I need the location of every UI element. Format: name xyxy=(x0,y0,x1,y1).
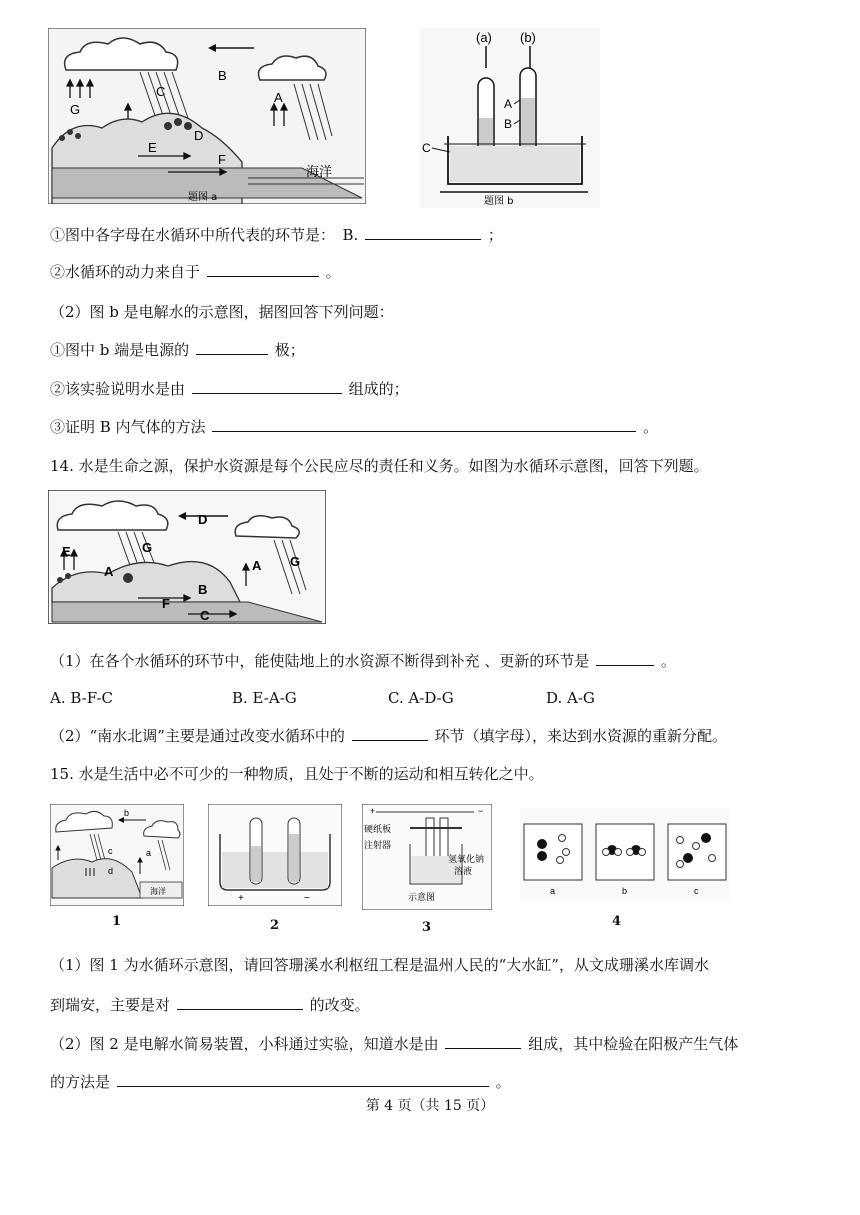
q15-stem-text: 15. 水是生活中必不可少的一种物质，且处于不断的运动和相互转化之中。 xyxy=(50,765,544,783)
q13-line-5 xyxy=(50,416,658,437)
q15-fig1-ocean: 海洋 xyxy=(150,887,166,896)
q15-p1b-end: 的改变。 xyxy=(309,996,370,1014)
q15-fig3-plus: + xyxy=(370,806,376,816)
fig-a-label-g: G xyxy=(70,102,81,117)
q14-fig-label-a-right: A xyxy=(252,558,262,573)
q13-line-4 xyxy=(50,378,409,399)
answer-blank[interactable] xyxy=(596,650,654,666)
q13-l1-text: ①图中各字母在水循环中所代表的环节是： B. xyxy=(50,226,359,244)
figure-q14-water-cycle xyxy=(48,490,326,624)
fig-a-label-c: C xyxy=(156,84,166,99)
answer-blank[interactable] xyxy=(445,1033,521,1049)
q14-option-a[interactable]: A. B-F-C xyxy=(50,689,114,707)
q15-fig-number-2: 2 xyxy=(270,918,280,933)
figure-b-electrolysis xyxy=(420,28,600,208)
q15-fig3-solution: 溶液 xyxy=(454,867,473,877)
q14-fig-label-g-right: G xyxy=(290,554,301,569)
q15-fig3-cardboard: 硬纸板 xyxy=(364,825,392,835)
fig-b-label-b-paren: (b) xyxy=(520,30,536,45)
q15-fig1-label-b: b xyxy=(124,808,130,818)
q15-figure-3 xyxy=(362,804,492,910)
q14-part-2 xyxy=(50,725,727,746)
q15-fig1-label-c: c xyxy=(108,846,113,856)
fig-a-label-f: F xyxy=(218,152,226,167)
q15-fig4-label-c: c xyxy=(694,886,699,896)
q13-l5-end: 。 xyxy=(643,418,659,436)
q13-line-3 xyxy=(50,339,305,360)
q15-fig2-minus: − xyxy=(304,893,310,904)
q14-p1-end: 。 xyxy=(660,652,676,670)
water-cycle-diagram-q14 xyxy=(48,490,326,624)
q14-fig-label-g-left: G xyxy=(142,540,153,555)
q15-part-1a xyxy=(50,955,709,975)
q15-fig1-label-d: d xyxy=(108,866,114,876)
q14-part-1 xyxy=(50,650,676,671)
q15-p2a-text: （2）图 2 是电解水简易装置，小科通过实验，知道水是由 xyxy=(50,1035,439,1053)
answer-blank[interactable] xyxy=(365,224,481,240)
q15-fig3-naoh: 氢氧化钠 xyxy=(448,855,485,865)
fig-b-label-b: B xyxy=(504,117,513,131)
q15-stem xyxy=(50,764,544,784)
q13-l1-end: ； xyxy=(487,226,503,244)
q15-figure-1 xyxy=(50,804,184,906)
q14-stem-text: 14. 水是生命之源，保护水资源是每个公民应尽的责任和义务。如图为水循环示意图，回答下列题。 xyxy=(50,457,709,475)
q13-l4-text: ②该实验说明水是由 xyxy=(50,380,186,398)
q14-fig-label-d: D xyxy=(198,512,208,527)
answer-blank[interactable] xyxy=(352,725,428,741)
q14-fig-label-a-left: A xyxy=(104,564,114,579)
q13-l4-end: 组成的； xyxy=(348,380,409,398)
q15-fig3-minus: − xyxy=(478,806,484,816)
water-cycle-diagram-a xyxy=(48,28,366,204)
q15-fig2-plus: + xyxy=(238,893,244,904)
q14-option-d[interactable]: D. A-G xyxy=(546,689,595,707)
fig-a-caption: 题图 a xyxy=(188,192,218,203)
q15-p2a-end: 组成，其中检验在阳极产生气体 xyxy=(528,1035,739,1053)
q15-figure-2 xyxy=(208,804,342,906)
q15-p1a-text: （1）图 1 为水循环示意图，请回答珊溪水利枢纽工程是温州人民的“大水缸”，从文成珊溪水库调水 xyxy=(50,956,709,974)
q13-p2-text: （2）图 b 是电解水的示意图，据图回答下列问题： xyxy=(50,303,394,321)
q14-fig-label-f: F xyxy=(162,596,170,611)
figure-a-water-cycle xyxy=(48,28,366,204)
q13-l3-text: ①图中 b 端是电源的 xyxy=(50,341,190,359)
fig-b-caption: 题图 b xyxy=(484,196,514,207)
answer-blank[interactable] xyxy=(117,1071,489,1087)
q14-fig-label-b: B xyxy=(198,582,208,597)
fig-a-label-a: A xyxy=(274,90,283,105)
q13-line-2 xyxy=(50,261,341,282)
fig-b-label-c: C xyxy=(422,141,431,155)
q15-p1b-text: 到瑞安，主要是对 xyxy=(50,996,171,1014)
answer-blank[interactable] xyxy=(192,378,342,394)
fig-a-label-e: E xyxy=(148,140,157,155)
q15-fig4-label-b: b xyxy=(622,886,628,896)
q15-fig4-label-a: a xyxy=(550,886,556,896)
q15-fig3-caption: 示意图 xyxy=(408,893,436,903)
q14-p1-text: （1）在各个水循环的环节中，能使陆地上的水资源不断得到补充 、更新的环节是 xyxy=(50,652,590,670)
q13-part-2 xyxy=(50,302,394,322)
q15-fig3-syringe: 注射器 xyxy=(364,841,392,851)
q15-figure-4 xyxy=(520,808,730,902)
q15-p2b-text: 的方法是 xyxy=(50,1073,111,1091)
q14-stem xyxy=(50,456,709,476)
answer-blank[interactable] xyxy=(207,261,319,277)
q15-fig-number-4: 4 xyxy=(612,914,622,929)
q15-p2b-end: 。 xyxy=(495,1073,511,1091)
q15-part-1b xyxy=(50,994,370,1015)
q14-fig-label-c: C xyxy=(200,608,210,623)
fig-b-label-a-paren: (a) xyxy=(476,30,492,45)
q15-fig1-label-a: a xyxy=(146,848,152,858)
q13-l2-end: 。 xyxy=(325,263,341,281)
answer-blank[interactable] xyxy=(177,994,303,1010)
q15-fig-number-3: 3 xyxy=(422,920,432,935)
fig-a-ocean-label: 海洋 xyxy=(306,165,333,180)
q14-fig-label-e: E xyxy=(62,544,71,559)
answer-blank[interactable] xyxy=(212,416,636,432)
answer-blank[interactable] xyxy=(196,339,268,355)
q15-fig-number-1: 1 xyxy=(112,914,122,929)
electrolysis-diagram-b xyxy=(420,28,600,208)
q14-p2-end: 环节（填字母），来达到水资源的重新分配。 xyxy=(434,727,727,745)
fig-a-label-d: D xyxy=(194,128,204,143)
q13-l3-end: 极； xyxy=(274,341,305,359)
fig-b-label-a: A xyxy=(504,97,513,111)
q13-l2-text: ②水循环的动力来自于 xyxy=(50,263,201,281)
q15-part-2b xyxy=(50,1071,511,1092)
fig-a-label-b: B xyxy=(218,68,227,83)
q13-l5-text: ③证明 B 内气体的方法 xyxy=(50,418,206,436)
q13-line-1 xyxy=(50,224,503,245)
q15-fig3-apparatus xyxy=(362,804,492,910)
page-footer: 第 4 页（共 15 页） xyxy=(365,1098,495,1114)
q15-fig2-electrolysis xyxy=(208,804,342,906)
q15-fig1-water-cycle xyxy=(50,804,184,906)
q14-option-c[interactable]: C. A-D-G xyxy=(388,689,454,707)
q15-fig4-molecules xyxy=(520,808,730,902)
q14-option-b[interactable]: B. E-A-G xyxy=(232,689,297,707)
q15-part-2a xyxy=(50,1033,738,1054)
q14-p2-text: （2）“南水北调”主要是通过改变水循环中的 xyxy=(50,727,345,745)
